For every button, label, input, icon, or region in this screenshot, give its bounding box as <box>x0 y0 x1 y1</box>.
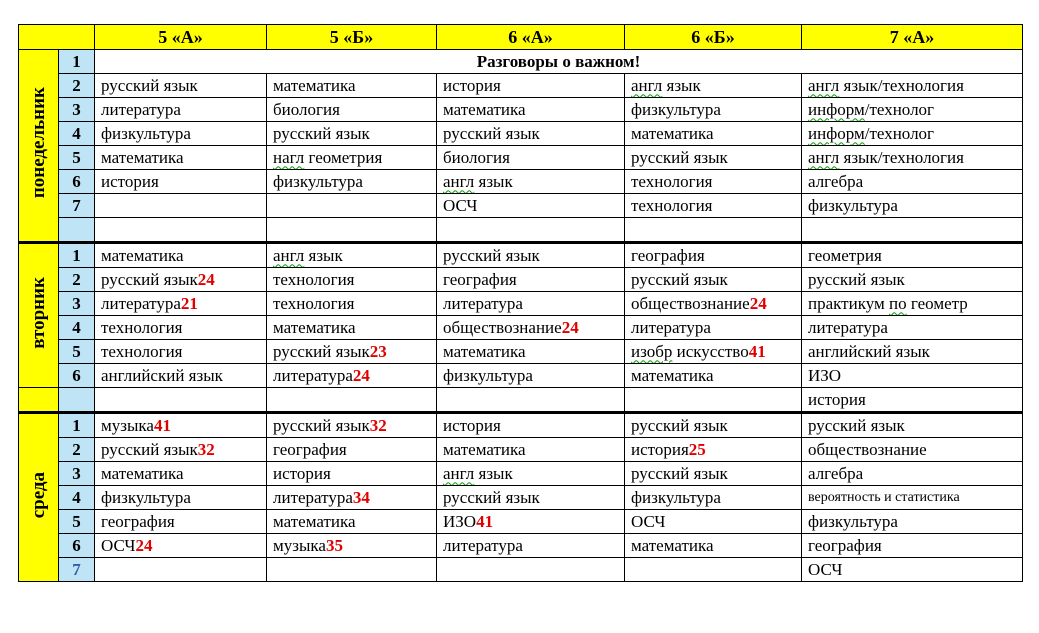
lesson-number: 6 <box>59 534 95 558</box>
room-number: 24 <box>135 535 153 555</box>
subject-text: математика <box>273 75 356 95</box>
subject-text: русский язык <box>631 147 728 167</box>
lesson-number: 1 <box>59 243 95 268</box>
lesson-cell <box>267 364 437 388</box>
lesson-cell <box>437 534 625 558</box>
subject-text: математика <box>443 341 526 361</box>
subject-text: география <box>101 511 175 531</box>
table-row <box>19 340 1023 364</box>
lesson-cell <box>802 534 1023 558</box>
subject-text: математика <box>101 147 184 167</box>
subject-text: литература <box>101 99 181 119</box>
room-number: 23 <box>369 341 387 361</box>
lesson-cell <box>437 316 625 340</box>
room-number: 24 <box>749 293 767 313</box>
lesson-cell <box>437 340 625 364</box>
lesson-cell <box>267 510 437 534</box>
lesson-cell <box>95 98 267 122</box>
subject-text: технология <box>273 293 355 313</box>
subject-text: география <box>443 269 517 289</box>
lesson-cell <box>95 122 267 146</box>
subject-text: литература <box>273 365 353 385</box>
subject-text: английский язык <box>101 365 223 385</box>
subject-text: физкультура <box>808 195 898 215</box>
subject-text: /технолог <box>864 99 935 119</box>
lesson-number: 3 <box>59 462 95 486</box>
subject-text: математика <box>273 511 356 531</box>
lesson-cell <box>437 510 625 534</box>
subject-text: алгебра <box>808 171 864 191</box>
lesson-cell <box>437 74 625 98</box>
lesson-cell <box>437 194 625 218</box>
lesson-cell <box>95 558 267 582</box>
table-row <box>19 558 1023 582</box>
lesson-cell <box>625 243 802 268</box>
schedule-body <box>19 50 1023 582</box>
table-row <box>19 74 1023 98</box>
lesson-cell <box>625 340 802 364</box>
table-row <box>19 534 1023 558</box>
lesson-cell <box>95 486 267 510</box>
subject-text: англ <box>631 75 663 95</box>
lesson-number: 3 <box>59 292 95 316</box>
subject-text: русский язык <box>631 415 728 435</box>
lesson-cell <box>802 486 1023 510</box>
subject-text: ОСЧ <box>808 559 843 579</box>
room-number: 41 <box>476 511 494 531</box>
subject-text: геометрия <box>304 147 383 167</box>
class-header: 6 «Б» <box>625 25 802 50</box>
subject-text: история <box>631 439 689 459</box>
table-row <box>19 486 1023 510</box>
lesson-cell <box>802 218 1023 243</box>
table-row <box>19 218 1023 243</box>
subject-text: ИЗО <box>443 511 477 531</box>
subject-text: физкультура <box>273 171 363 191</box>
room-number: 24 <box>561 317 579 337</box>
subject-text: география <box>808 535 882 555</box>
lesson-cell <box>267 534 437 558</box>
subject-text: вероятность и статистика <box>808 489 960 505</box>
room-number: 32 <box>197 439 215 459</box>
subject-text: изобр <box>631 341 673 361</box>
lesson-cell <box>95 413 267 438</box>
table-row <box>19 268 1023 292</box>
lesson-cell <box>802 510 1023 534</box>
lesson-number: 2 <box>59 438 95 462</box>
subject-text: англ <box>273 245 305 265</box>
subject-text: ОСЧ <box>443 195 478 215</box>
subject-text: математика <box>443 439 526 459</box>
lesson-cell <box>625 558 802 582</box>
lesson-cell <box>625 438 802 462</box>
lesson-cell <box>802 268 1023 292</box>
lesson-number: 3 <box>59 98 95 122</box>
subject-text: англ <box>808 75 840 95</box>
lesson-cell <box>625 462 802 486</box>
room-number: 24 <box>197 269 215 289</box>
class-header: 7 «А» <box>802 25 1023 50</box>
lesson-number: 2 <box>59 268 95 292</box>
lesson-number <box>59 218 95 243</box>
lesson-cell <box>95 194 267 218</box>
subject-text: география <box>273 439 347 459</box>
lesson-cell <box>625 486 802 510</box>
lesson-cell <box>95 534 267 558</box>
subject-text: англ <box>808 147 840 167</box>
lesson-cell <box>267 388 437 413</box>
lesson-cell <box>437 146 625 170</box>
header-row <box>19 25 1023 50</box>
lesson-cell <box>95 462 267 486</box>
lesson-cell <box>95 146 267 170</box>
room-number: 32 <box>369 415 387 435</box>
day-label: вторник <box>27 277 49 349</box>
lesson-cell <box>625 146 802 170</box>
subject-text: литература <box>101 293 181 313</box>
room-number: 21 <box>180 293 198 313</box>
subject-text: обществознание <box>631 293 750 313</box>
subject-text: история <box>273 463 331 483</box>
subject-text: история <box>443 415 501 435</box>
subject-text: англ <box>443 171 475 191</box>
subject-text: русский язык <box>273 123 370 143</box>
subject-text: язык/технология <box>839 147 964 167</box>
table-row <box>19 146 1023 170</box>
subject-text: язык <box>474 171 513 191</box>
lesson-cell <box>625 364 802 388</box>
lesson-cell <box>625 534 802 558</box>
schedule-table <box>18 24 1023 582</box>
subject-text: англ <box>443 463 475 483</box>
subject-text: обществознание <box>808 439 927 459</box>
lesson-cell <box>625 98 802 122</box>
lesson-number <box>59 388 95 413</box>
lesson-cell <box>802 438 1023 462</box>
table-row <box>19 98 1023 122</box>
lesson-cell <box>437 122 625 146</box>
lesson-number: 5 <box>59 340 95 364</box>
subject-text: русский язык <box>631 269 728 289</box>
subject-text: музыка <box>273 535 326 555</box>
day-label-cell <box>19 413 59 582</box>
subject-text: язык <box>304 245 343 265</box>
lesson-cell <box>802 122 1023 146</box>
lesson-cell <box>802 558 1023 582</box>
subject-text: математика <box>101 463 184 483</box>
table-row <box>19 438 1023 462</box>
lesson-cell <box>267 268 437 292</box>
day-label: среда <box>27 471 49 519</box>
subject-text: математика <box>631 365 714 385</box>
lesson-number: 5 <box>59 146 95 170</box>
table-row <box>19 413 1023 438</box>
lesson-cell <box>95 218 267 243</box>
lesson-cell <box>95 268 267 292</box>
subject-text: литература <box>631 317 711 337</box>
table-row <box>19 194 1023 218</box>
subject-text: /технолог <box>864 123 935 143</box>
lesson-cell <box>802 243 1023 268</box>
lesson-cell <box>95 510 267 534</box>
lesson-cell <box>95 364 267 388</box>
subject-text: литература <box>443 535 523 555</box>
lesson-cell <box>625 170 802 194</box>
subject-text: геометр <box>906 293 968 313</box>
subject-text: нагл <box>273 147 305 167</box>
subject-text: математика <box>631 535 714 555</box>
lesson-cell <box>437 218 625 243</box>
lesson-cell <box>267 558 437 582</box>
day-label-cell <box>19 388 59 413</box>
subject-text: русский язык <box>443 245 540 265</box>
lesson-cell <box>802 413 1023 438</box>
lesson-cell <box>95 388 267 413</box>
lesson-cell <box>267 486 437 510</box>
lesson-number: 1 <box>59 50 95 74</box>
lesson-cell <box>95 243 267 268</box>
lesson-cell <box>802 146 1023 170</box>
table-row <box>19 510 1023 534</box>
lesson-number: 4 <box>59 316 95 340</box>
subject-text: литература <box>273 487 353 507</box>
lesson-cell <box>267 316 437 340</box>
lesson-cell <box>95 74 267 98</box>
subject-text: русский язык <box>101 75 198 95</box>
subject-text: русский язык <box>101 269 198 289</box>
lesson-cell <box>95 316 267 340</box>
lesson-cell <box>437 364 625 388</box>
subject-text: ОСЧ <box>101 535 136 555</box>
class-header: 5 «Б» <box>267 25 437 50</box>
subject-text: алгебра <box>808 463 864 483</box>
lesson-number: 1 <box>59 413 95 438</box>
subject-text: физкультура <box>101 123 191 143</box>
lesson-cell <box>267 74 437 98</box>
subject-text: биология <box>443 147 510 167</box>
lesson-cell <box>802 194 1023 218</box>
subject-text: информ <box>808 123 865 143</box>
lesson-cell <box>437 462 625 486</box>
lesson-cell <box>267 292 437 316</box>
lesson-number: 7 <box>59 558 95 582</box>
subject-text: обществознание <box>443 317 562 337</box>
table-row <box>19 122 1023 146</box>
subject-text: математика <box>273 317 356 337</box>
table-row <box>19 462 1023 486</box>
subject-text: русский язык <box>443 487 540 507</box>
lesson-cell <box>437 388 625 413</box>
subject-text: физкультура <box>631 99 721 119</box>
lesson-cell <box>437 243 625 268</box>
lesson-number: 6 <box>59 364 95 388</box>
lesson-cell <box>267 122 437 146</box>
lesson-cell <box>267 243 437 268</box>
lesson-cell <box>625 316 802 340</box>
lesson-cell <box>437 170 625 194</box>
subject-text: география <box>631 245 705 265</box>
lesson-cell <box>802 292 1023 316</box>
lesson-number: 4 <box>59 486 95 510</box>
lesson-cell <box>625 292 802 316</box>
subject-text: русский язык <box>273 415 370 435</box>
subject-text: физкультура <box>808 511 898 531</box>
lesson-number: 5 <box>59 510 95 534</box>
lesson-cell <box>625 194 802 218</box>
room-number: 25 <box>688 439 706 459</box>
subject-text: история <box>443 75 501 95</box>
table-row <box>19 364 1023 388</box>
lesson-cell <box>267 438 437 462</box>
day-label: понедельник <box>27 87 49 199</box>
room-number: 41 <box>748 341 766 361</box>
subject-text: математика <box>101 245 184 265</box>
lesson-cell <box>802 462 1023 486</box>
lesson-cell <box>267 340 437 364</box>
table-row <box>19 388 1023 413</box>
subject-text: физкультура <box>443 365 533 385</box>
subject-text: язык <box>474 463 513 483</box>
lesson-cell <box>437 413 625 438</box>
lesson-cell <box>267 413 437 438</box>
subject-text: технология <box>101 341 183 361</box>
lesson-cell <box>267 218 437 243</box>
subject-text: информ <box>808 99 865 119</box>
subject-text: музыка <box>101 415 154 435</box>
subject-text: язык/технология <box>839 75 964 95</box>
lesson-cell <box>437 486 625 510</box>
room-number: 24 <box>352 365 370 385</box>
subject-text: русский язык <box>631 463 728 483</box>
subject-text: технология <box>273 269 355 289</box>
lesson-cell <box>267 146 437 170</box>
lesson-cell <box>625 122 802 146</box>
subject-text: английский язык <box>808 341 930 361</box>
table-row <box>19 292 1023 316</box>
lesson-cell <box>437 558 625 582</box>
lesson-cell <box>625 218 802 243</box>
class-header: 5 «А» <box>95 25 267 50</box>
subject-text: искусство <box>672 341 749 361</box>
table-row <box>19 243 1023 268</box>
subject-text: математика <box>443 99 526 119</box>
room-number: 35 <box>325 535 343 555</box>
lesson-cell <box>95 170 267 194</box>
lesson-cell <box>267 98 437 122</box>
lesson-cell <box>95 292 267 316</box>
subject-text: биология <box>273 99 340 119</box>
subject-text: практикум <box>808 293 890 313</box>
table-row <box>19 50 1023 74</box>
lesson-cell <box>95 438 267 462</box>
subject-text: технология <box>631 171 713 191</box>
lesson-number: 7 <box>59 194 95 218</box>
lesson-cell <box>437 438 625 462</box>
subject-text: литература <box>808 317 888 337</box>
subject-text: русский язык <box>273 341 370 361</box>
table-row <box>19 316 1023 340</box>
subject-text: ОСЧ <box>631 511 666 531</box>
subject-text: физкультура <box>631 487 721 507</box>
subject-text: русский язык <box>808 269 905 289</box>
subject-text: русский язык <box>443 123 540 143</box>
lesson-cell <box>802 74 1023 98</box>
lesson-cell <box>802 388 1023 413</box>
room-number: 34 <box>352 487 370 507</box>
lesson-cell <box>625 388 802 413</box>
header-corner <box>19 25 95 50</box>
lesson-cell <box>625 510 802 534</box>
lesson-cell <box>625 268 802 292</box>
lesson-cell <box>437 268 625 292</box>
lesson-number: 4 <box>59 122 95 146</box>
lesson-cell <box>802 98 1023 122</box>
lesson-cell <box>437 292 625 316</box>
lesson-cell <box>802 340 1023 364</box>
lesson-number: 6 <box>59 170 95 194</box>
lesson-cell <box>802 316 1023 340</box>
subject-text: история <box>808 389 866 409</box>
subject-text: по <box>889 293 907 313</box>
banner-cell: Разговоры о важном! <box>95 50 1023 74</box>
lesson-number: 2 <box>59 74 95 98</box>
day-label-cell <box>19 243 59 388</box>
class-header: 6 «А» <box>437 25 625 50</box>
subject-text: язык <box>662 75 701 95</box>
lesson-cell <box>802 170 1023 194</box>
subject-text: физкультура <box>101 487 191 507</box>
subject-text: литература <box>443 293 523 313</box>
subject-text: математика <box>631 123 714 143</box>
lesson-cell <box>625 413 802 438</box>
subject-text: геометрия <box>808 245 882 265</box>
subject-text: ИЗО <box>808 365 842 385</box>
lesson-cell <box>95 340 267 364</box>
lesson-cell <box>625 74 802 98</box>
lesson-cell <box>267 194 437 218</box>
subject-text: история <box>101 171 159 191</box>
lesson-cell <box>267 462 437 486</box>
subject-text: технология <box>101 317 183 337</box>
subject-text: русский язык <box>101 439 198 459</box>
lesson-cell <box>802 364 1023 388</box>
day-label-cell <box>19 50 59 243</box>
room-number: 41 <box>153 415 171 435</box>
lesson-cell <box>437 98 625 122</box>
table-row <box>19 170 1023 194</box>
lesson-cell <box>267 170 437 194</box>
subject-text: русский язык <box>808 415 905 435</box>
subject-text: технология <box>631 195 713 215</box>
